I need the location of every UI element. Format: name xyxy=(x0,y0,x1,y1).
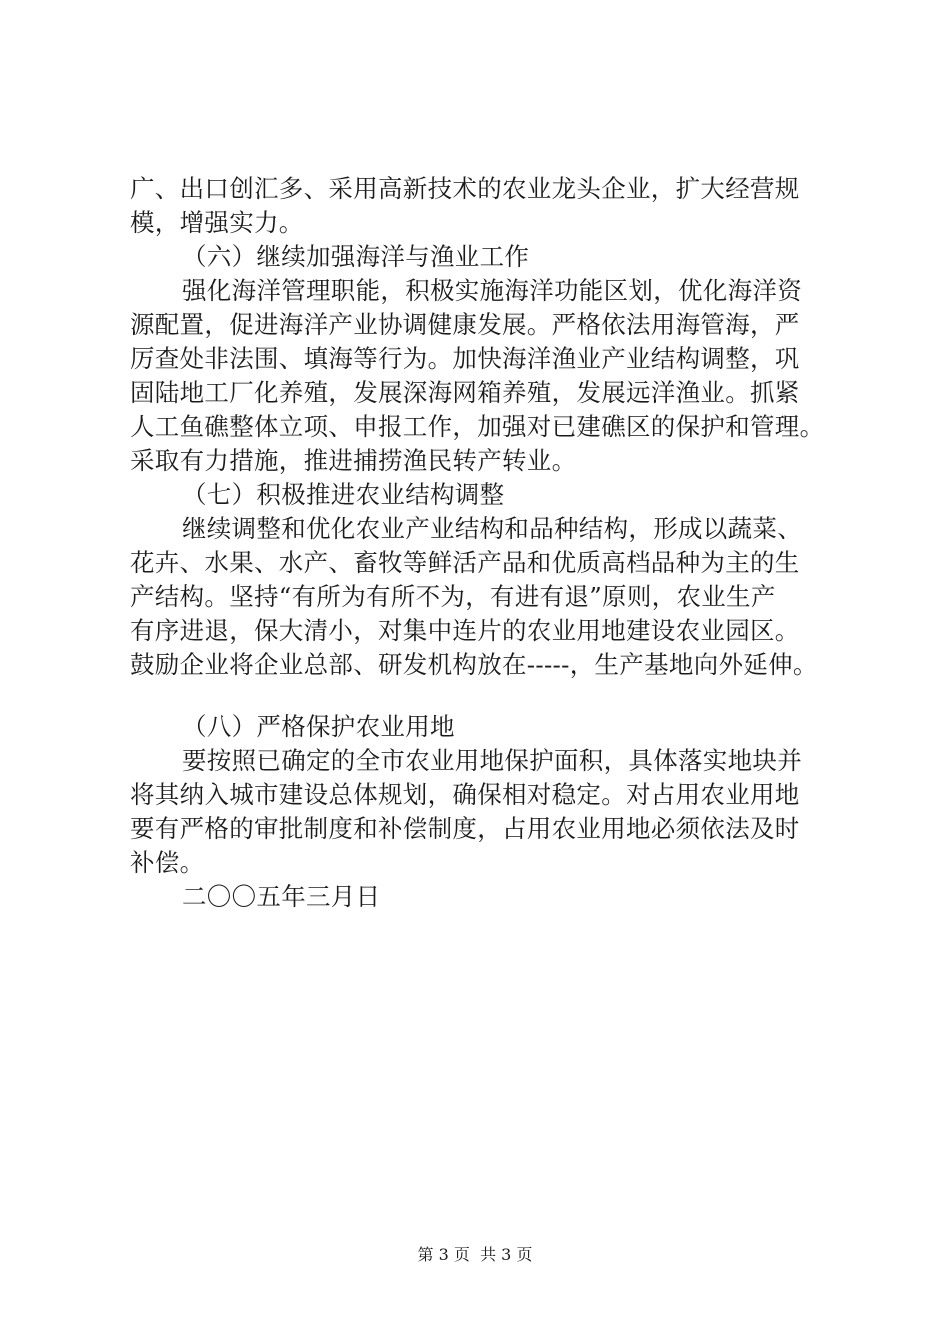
body-text-line: 固陆地工厂化养殖，发展深海网箱养殖，发展远洋渔业。抓紧 xyxy=(130,378,800,407)
body-text-line: 鼓励企业将企业总部、研发机构放在-----，生产基地向外延伸。 xyxy=(130,650,818,679)
body-text-line: 要有严格的审批制度和补偿制度，占用农业用地必须依法及时 xyxy=(130,814,800,843)
page-number-footer: 第 3 页 共 3 页 xyxy=(417,1245,533,1264)
body-text-line: 要按照已确定的全市农业用地保护面积，具体落实地块并 xyxy=(182,746,802,775)
section-heading-8: （八）严格保护农业用地 xyxy=(182,712,455,741)
body-text-line: 补偿。 xyxy=(130,848,205,877)
body-text-line: 强化海洋管理职能，积极实施海洋功能区划，优化海洋资 xyxy=(182,276,802,305)
body-text-line: 产结构。坚持“有所为有所不为，有进有退”原则，农业生产 xyxy=(130,582,776,611)
body-text-line: 继续调整和优化农业产业结构和品种结构，形成以蔬菜、 xyxy=(182,514,802,543)
section-heading-6: （六）继续加强海洋与渔业工作 xyxy=(182,242,530,271)
body-text-line: 采取有力措施，推进捕捞渔民转产转业。 xyxy=(130,446,577,475)
body-text-line: 广、出口创汇多、采用高新技术的农业龙头企业，扩大经营规 xyxy=(130,174,800,203)
body-text-line: 人工鱼礁整体立项、申报工作，加强对已建礁区的保护和管理。 xyxy=(130,412,825,441)
body-text-line: 花卉、水果、水产、畜牧等鲜活产品和优质高档品种为主的生 xyxy=(130,548,800,577)
body-text-line: 将其纳入城市建设总体规划，确保相对稳定。对占用农业用地 xyxy=(130,780,800,809)
body-text-line: 源配置，促进海洋产业协调健康发展。严格依法用海管海，严 xyxy=(130,310,800,339)
body-text-line: 模，增强实力。 xyxy=(130,208,304,237)
body-text-line: 厉查处非法围、填海等行为。加快海洋渔业产业结构调整，巩 xyxy=(130,344,800,373)
body-text-line: 有序进退，保大清小，对集中连片的农业用地建设农业园区。 xyxy=(130,616,800,645)
section-heading-7: （七）积极推进农业结构调整 xyxy=(182,480,505,509)
date-line: 二〇〇五年三月日 xyxy=(182,882,381,911)
